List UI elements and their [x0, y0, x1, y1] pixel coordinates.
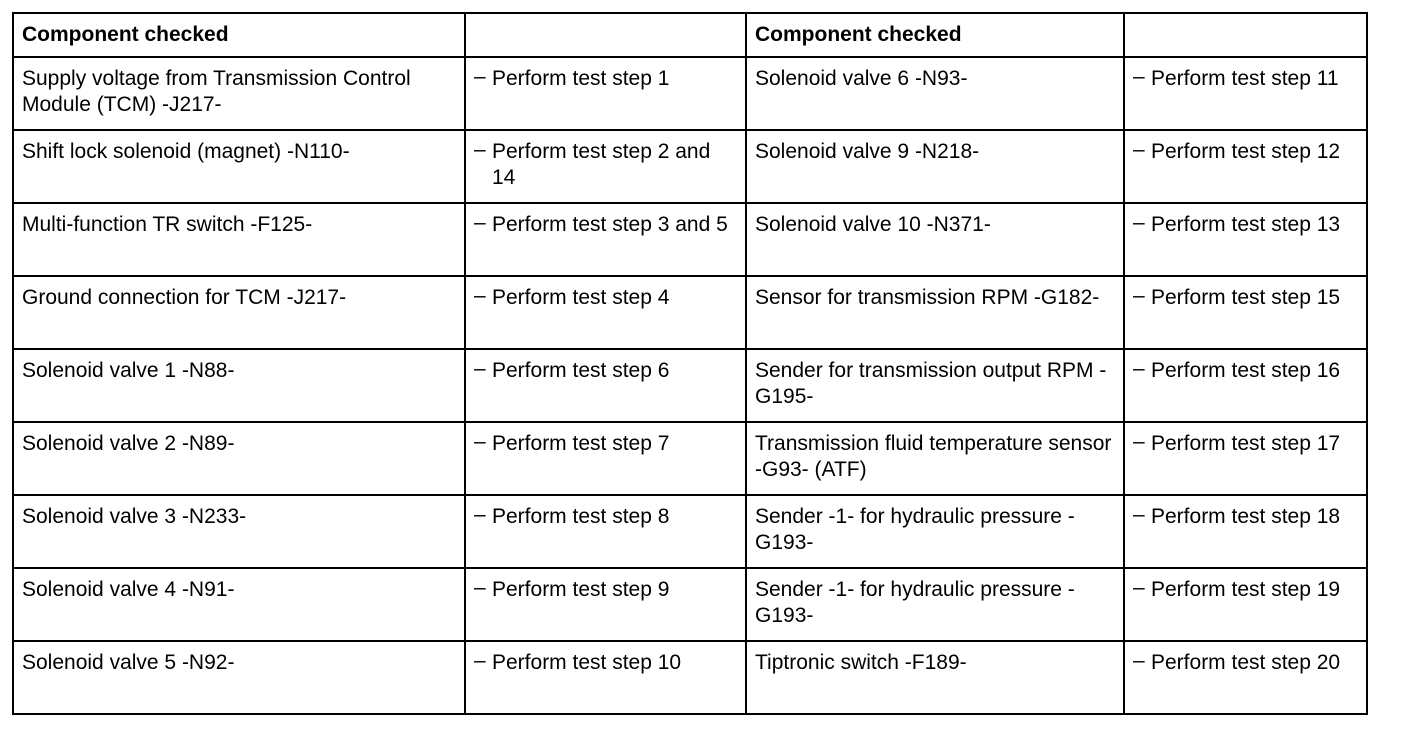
action-text: Perform test step 2 and 14 — [492, 140, 711, 189]
header-component-checked-right: Component checked — [746, 13, 1124, 57]
table-row — [13, 276, 1367, 349]
left-component-cell: Solenoid valve 1 -N88- — [13, 349, 465, 422]
table-row — [13, 203, 1367, 276]
right-action-cell — [1124, 568, 1367, 641]
action-text: Perform test step 11 — [1151, 67, 1339, 90]
dash-bullet: – — [1133, 211, 1145, 234]
action-text: Perform test step 13 — [1151, 213, 1341, 236]
left-action-cell — [465, 57, 746, 130]
left-component-cell: Solenoid valve 2 -N89- — [13, 422, 465, 495]
table-row — [13, 495, 1367, 568]
dash-bullet: – — [1133, 503, 1145, 526]
action-text: Perform test step 3 and 5 — [492, 213, 728, 236]
right-action-cell — [1124, 276, 1367, 349]
action-text: Perform test step 7 — [492, 432, 670, 455]
right-action-cell — [1124, 203, 1367, 276]
left-action-cell — [465, 641, 746, 714]
left-component-cell: Solenoid valve 5 -N92- — [13, 641, 465, 714]
right-action-cell — [1124, 57, 1367, 130]
dash-bullet: – — [1133, 284, 1145, 307]
dash-bullet: – — [1133, 357, 1145, 380]
table-row — [13, 568, 1367, 641]
left-action-cell — [465, 276, 746, 349]
right-component-cell: Tiptronic switch -F189- — [746, 641, 1124, 714]
left-action-cell — [465, 203, 746, 276]
action-text: Perform test step 12 — [1151, 140, 1341, 163]
action-text: Perform test step 8 — [492, 505, 670, 528]
table-row — [13, 130, 1367, 203]
right-action-cell — [1124, 641, 1367, 714]
action-text: Perform test step 17 — [1151, 432, 1341, 455]
left-component-cell: Supply voltage from Transmission Control Module (TCM) -J217- — [13, 57, 465, 130]
component-check-table — [12, 12, 1368, 715]
dash-bullet: – — [474, 357, 486, 380]
action-text: Perform test step 15 — [1151, 286, 1341, 309]
left-action-cell — [465, 130, 746, 203]
dash-bullet: – — [474, 284, 486, 307]
right-component-cell: Transmission fluid temperature sensor -G93- (ATF) — [746, 422, 1124, 495]
action-text: Perform test step 1 — [492, 67, 670, 90]
right-component-cell: Solenoid valve 10 -N371- — [746, 203, 1124, 276]
right-component-cell: Sender -1- for hydraulic pressure -G193- — [746, 568, 1124, 641]
left-action-cell — [465, 422, 746, 495]
header-row — [13, 13, 1367, 57]
right-action-cell — [1124, 495, 1367, 568]
header-component-checked-left: Component checked — [13, 13, 465, 57]
dash-bullet: – — [1133, 138, 1145, 161]
action-text: Perform test step 20 — [1151, 651, 1341, 674]
dash-bullet: – — [474, 649, 486, 672]
table-row — [13, 349, 1367, 422]
left-component-cell: Ground connection for TCM -J217- — [13, 276, 465, 349]
table-row — [13, 641, 1367, 714]
right-component-cell: Sensor for transmission RPM -G182- — [746, 276, 1124, 349]
dash-bullet: – — [474, 65, 486, 88]
action-text: Perform test step 19 — [1151, 578, 1341, 601]
right-action-cell — [1124, 422, 1367, 495]
left-action-cell — [465, 349, 746, 422]
header-blank-right — [1124, 13, 1367, 57]
dash-bullet: – — [1133, 649, 1145, 672]
dash-bullet: – — [474, 138, 486, 161]
action-text: Perform test step 6 — [492, 359, 670, 382]
header-blank-left — [465, 13, 746, 57]
right-action-cell — [1124, 349, 1367, 422]
left-action-cell — [465, 568, 746, 641]
left-component-cell: Solenoid valve 3 -N233- — [13, 495, 465, 568]
action-text: Perform test step 18 — [1151, 505, 1341, 528]
dash-bullet: – — [1133, 65, 1145, 88]
right-component-cell: Solenoid valve 9 -N218- — [746, 130, 1124, 203]
right-action-cell — [1124, 130, 1367, 203]
action-text: Perform test step 4 — [492, 286, 670, 309]
table-row — [13, 57, 1367, 130]
left-action-cell — [465, 495, 746, 568]
right-component-cell: Solenoid valve 6 -N93- — [746, 57, 1124, 130]
left-component-cell: Shift lock solenoid (magnet) -N110- — [13, 130, 465, 203]
action-text: Perform test step 9 — [492, 578, 670, 601]
left-component-cell: Multi-function TR switch -F125- — [13, 203, 465, 276]
dash-bullet: – — [474, 211, 486, 234]
table-row — [13, 422, 1367, 495]
right-component-cell: Sender -1- for hydraulic pressure -G193- — [746, 495, 1124, 568]
dash-bullet: – — [474, 503, 486, 526]
dash-bullet: – — [1133, 430, 1145, 453]
right-component-cell: Sender for transmission output RPM -G195- — [746, 349, 1124, 422]
dash-bullet: – — [474, 576, 486, 599]
left-component-cell: Solenoid valve 4 -N91- — [13, 568, 465, 641]
action-text: Perform test step 16 — [1151, 359, 1341, 382]
dash-bullet: – — [474, 430, 486, 453]
action-text: Perform test step 10 — [492, 651, 682, 674]
dash-bullet: – — [1133, 576, 1145, 599]
